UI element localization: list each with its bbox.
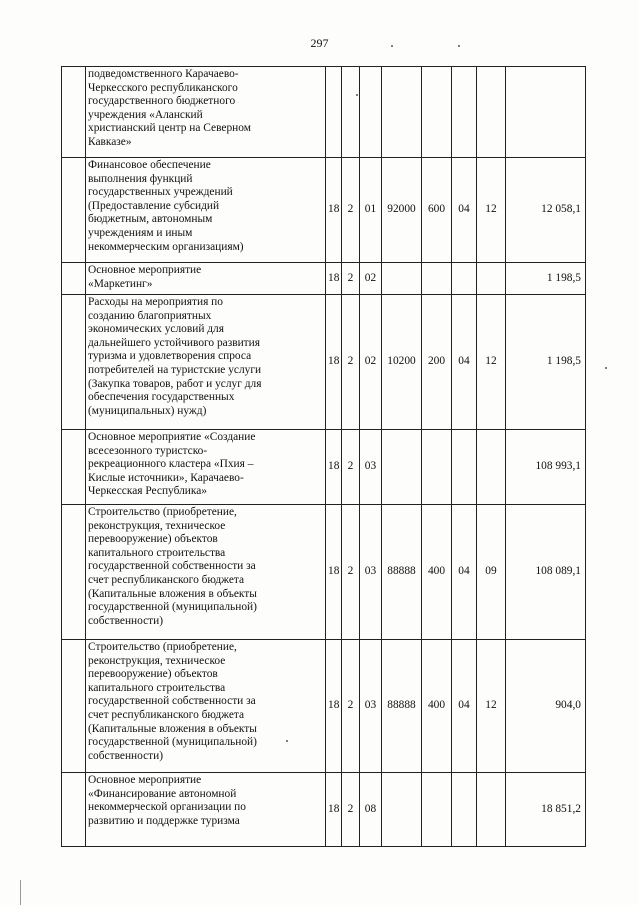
- code-cell: 2: [342, 263, 360, 295]
- code-cell: 01: [360, 158, 382, 263]
- code-cell: 04: [452, 505, 477, 640]
- code-cell: [342, 67, 360, 158]
- row-name-cell: Расходы на мероприятия по созданию благоприятных экономических условий для дальнейшего устойчивого развития туризма и удовлетворения спроса потребителей на туристские услуги (Закупка товаров, работ и услуг для обеспечения государственных (муниципальных) нужд): [86, 295, 326, 430]
- row-name-cell: Строительство (приобретение, реконструкция, техническое перевооружение) объектов капитального строительства государственной собственности за счет республиканского бюджета (Капитальные вложения в объекты государственной (муниципальной) собственности): [86, 640, 326, 773]
- code-cell: 18: [326, 773, 342, 847]
- row-indent-cell: [62, 430, 86, 505]
- code-cell: 18: [326, 505, 342, 640]
- row-name-cell: Основное мероприятие «Финансирование автономной некоммерческой организации по развитию и поддержке туризма: [86, 773, 326, 847]
- table-row: [62, 640, 586, 773]
- code-cell: [382, 67, 422, 158]
- row-name-cell: Финансовое обеспечение выполнения функций государственных учреждений (Предоставление субсидий бюджетным, автономным учреждениям и иным некоммерческим организациям): [86, 158, 326, 263]
- scan-speck: [391, 45, 393, 47]
- code-cell: [360, 67, 382, 158]
- code-cell: 04: [452, 295, 477, 430]
- code-cell: 400: [422, 505, 452, 640]
- table-row: [62, 67, 586, 158]
- scan-speck: [458, 45, 460, 47]
- table-row: [62, 773, 586, 847]
- row-indent-cell: [62, 67, 86, 158]
- row-name-cell: Основное мероприятие «Создание всесезонного туристско- рекреационного кластера «Пхия – Кислые источники», Карачаево- Черкесская Республика»: [86, 430, 326, 505]
- code-cell: [382, 263, 422, 295]
- code-cell: [452, 773, 477, 847]
- code-cell: 2: [342, 773, 360, 847]
- amount-cell: 12 058,1: [506, 158, 586, 263]
- row-name-cell: подведомственного Карачаево- Черкесского республиканского государственного бюджетного учреждения «Аланский христианский центр на Северном Кавказе»: [86, 67, 326, 158]
- code-cell: 02: [360, 295, 382, 430]
- budget-table: [61, 66, 586, 847]
- code-cell: 2: [342, 505, 360, 640]
- table-row: [62, 430, 586, 505]
- code-cell: 10200: [382, 295, 422, 430]
- page-number: 297: [310, 36, 329, 50]
- code-cell: 03: [360, 505, 382, 640]
- code-cell: 18: [326, 640, 342, 773]
- code-cell: 08: [360, 773, 382, 847]
- table-row: [62, 505, 586, 640]
- code-cell: [477, 263, 506, 295]
- amount-cell: 904,0: [506, 640, 586, 773]
- code-cell: 18: [326, 263, 342, 295]
- code-cell: 2: [342, 158, 360, 263]
- amount-cell: 1 198,5: [506, 263, 586, 295]
- row-indent-cell: [62, 295, 86, 430]
- table-body: [62, 67, 586, 847]
- code-cell: 18: [326, 295, 342, 430]
- code-cell: 12: [477, 158, 506, 263]
- scan-edge-line: [20, 880, 21, 905]
- code-cell: 18: [326, 158, 342, 263]
- code-cell: 02: [360, 263, 382, 295]
- code-cell: [326, 67, 342, 158]
- row-name-cell: Строительство (приобретение, реконструкция, техническое перевооружение) объектов капитального строительства государственной собственности за счет республиканского бюджета (Капитальные вложения в объекты государственной (муниципальной) собственности): [86, 505, 326, 640]
- code-cell: [382, 773, 422, 847]
- code-cell: [477, 430, 506, 505]
- code-cell: 12: [477, 640, 506, 773]
- row-indent-cell: [62, 640, 86, 773]
- amount-cell: 18 851,2: [506, 773, 586, 847]
- row-indent-cell: [62, 158, 86, 263]
- code-cell: 600: [422, 158, 452, 263]
- row-indent-cell: [62, 773, 86, 847]
- code-cell: [477, 773, 506, 847]
- scan-speck: [605, 367, 607, 369]
- code-cell: 92000: [382, 158, 422, 263]
- code-cell: [382, 430, 422, 505]
- code-cell: 09: [477, 505, 506, 640]
- code-cell: 200: [422, 295, 452, 430]
- row-indent-cell: [62, 505, 86, 640]
- code-cell: 03: [360, 640, 382, 773]
- code-cell: 88888: [382, 505, 422, 640]
- code-cell: 18: [326, 430, 342, 505]
- code-cell: [422, 263, 452, 295]
- code-cell: 03: [360, 430, 382, 505]
- code-cell: [422, 67, 452, 158]
- amount-cell: 108 089,1: [506, 505, 586, 640]
- code-cell: 400: [422, 640, 452, 773]
- code-cell: 2: [342, 430, 360, 505]
- amount-cell: [506, 67, 586, 158]
- table-row: [62, 263, 586, 295]
- table-row: [62, 158, 586, 263]
- code-cell: 04: [452, 640, 477, 773]
- code-cell: [452, 430, 477, 505]
- row-indent-cell: [62, 263, 86, 295]
- amount-cell: 108 993,1: [506, 430, 586, 505]
- table-row: [62, 295, 586, 430]
- code-cell: 2: [342, 640, 360, 773]
- row-name-cell: Основное мероприятие «Маркетинг»: [86, 263, 326, 295]
- code-cell: 2: [342, 295, 360, 430]
- code-cell: [452, 263, 477, 295]
- code-cell: 04: [452, 158, 477, 263]
- code-cell: [452, 67, 477, 158]
- code-cell: [422, 430, 452, 505]
- code-cell: [422, 773, 452, 847]
- code-cell: 12: [477, 295, 506, 430]
- code-cell: 88888: [382, 640, 422, 773]
- amount-cell: 1 198,5: [506, 295, 586, 430]
- code-cell: [477, 67, 506, 158]
